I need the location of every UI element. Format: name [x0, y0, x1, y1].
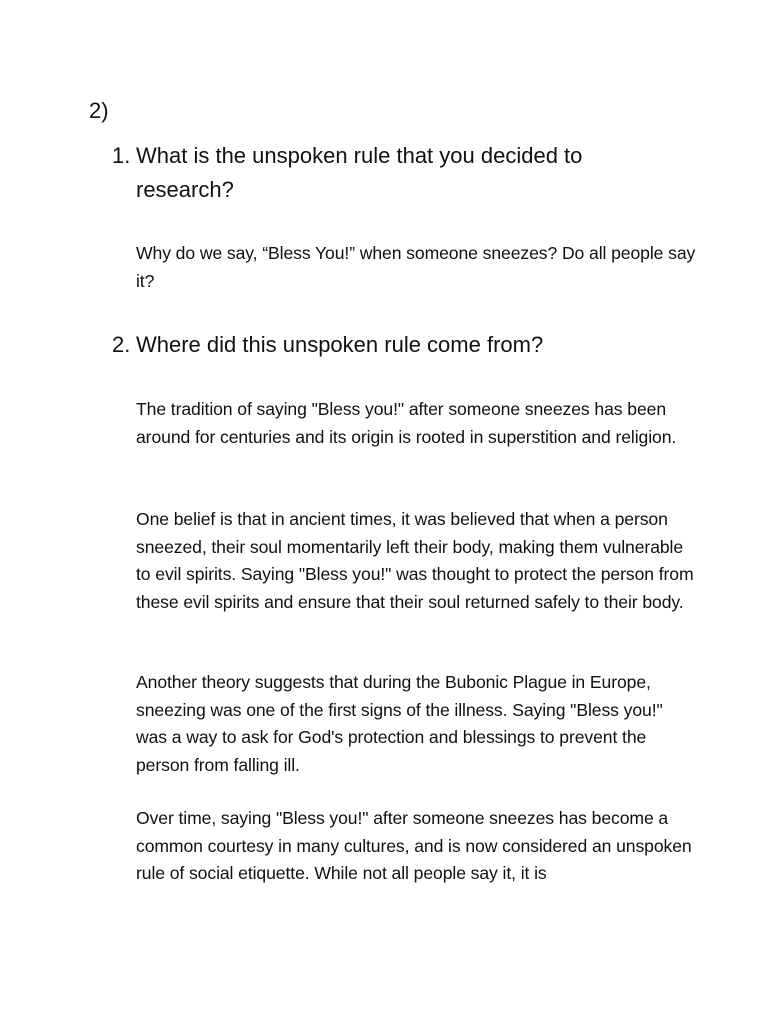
question-number: 2. [112, 332, 131, 357]
section-number: 2) [89, 98, 109, 123]
answer-2-paragraph-1: The tradition of saying "Bless you!" after someone sneezes has been around for centuries and its origin is rooted in superstition and religion. [136, 399, 677, 447]
answer-2-paragraph-3: Another theory suggests that during the Bubonic Plague in Europe, sneezing was one of the first signs of the illness. Saying "Bless you!" was a way to ask for God's protection and blessings to prevent the person from falling ill. [136, 672, 663, 775]
question-text: Where did this unspoken rule come from? [136, 332, 544, 357]
answer-2-paragraph-2: One belief is that in ancient times, it was believed that when a person sneezed, their soul momentarily left their body, making them vulnerable to evil spirits. Saying "Bless you!" was thought to protect the person from these evil spirits and ensure that their soul returned safely to their body. [136, 509, 694, 612]
question-text: What is the unspoken rule that you decided to research? [136, 143, 583, 202]
answer-1-paragraph: Why do we say, “Bless You!” when someone sneezes? Do all people say it? [136, 243, 696, 291]
question-1 [112, 139, 672, 207]
question-2 [112, 328, 672, 362]
question-number: 1. [112, 143, 131, 168]
answer-2-paragraph-4: Over time, saying "Bless you!" after someone sneezes has become a common courtesy in many cultures, and is now considered an unspoken rule of social etiquette. While not all people say it, it is [136, 808, 692, 883]
